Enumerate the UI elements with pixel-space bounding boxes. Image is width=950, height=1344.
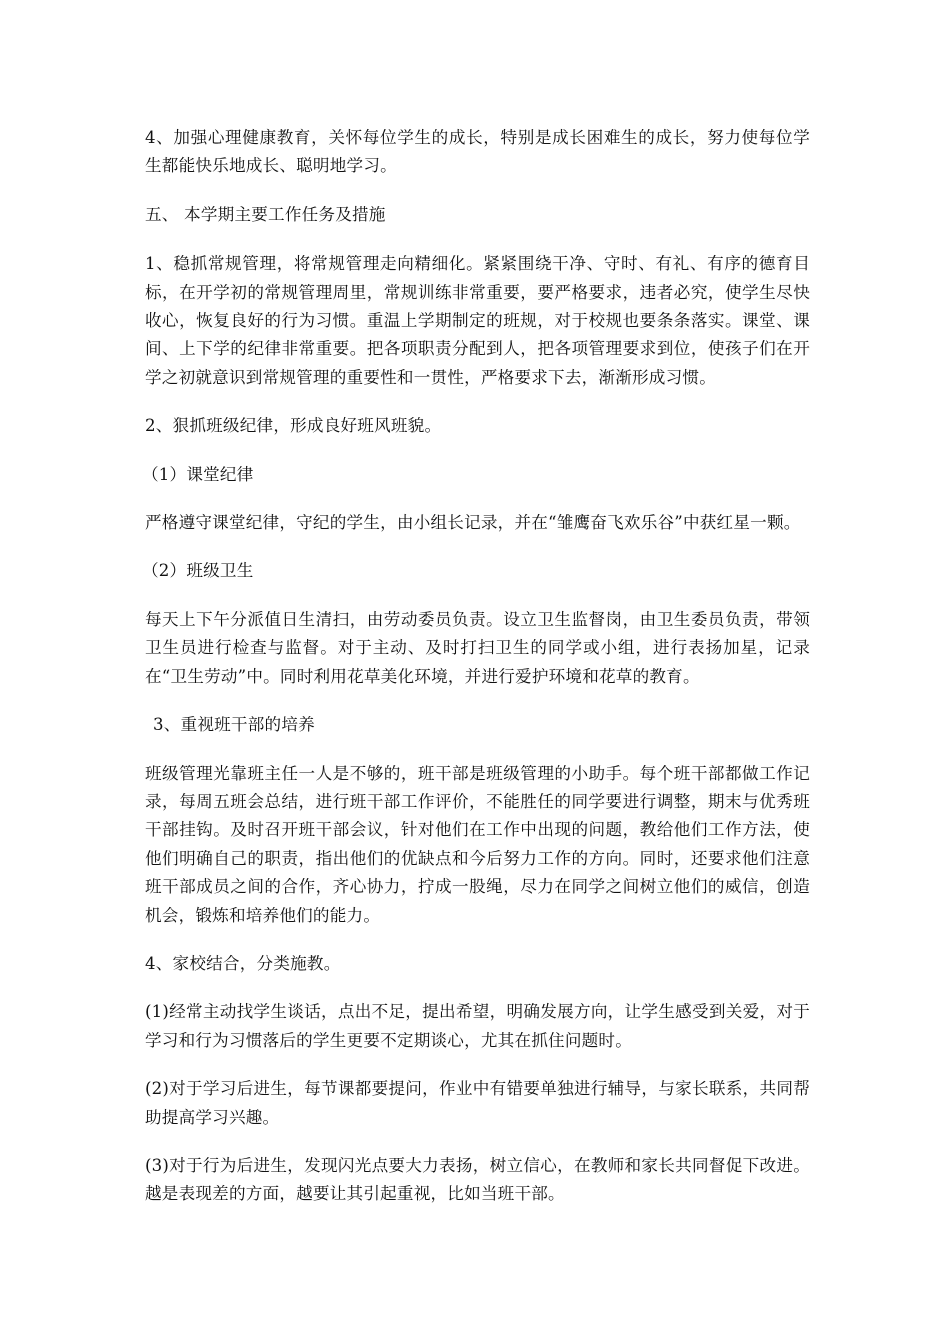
paragraph-class-discipline: 2、狠抓班级纪律，形成良好班风班貌。 bbox=[145, 416, 442, 436]
paragraph-routine-management: 1、稳抓常规管理，将常规管理走向精细化。紧紧围绕干净、守时、有礼、有序的德育目标，在开学初的常规管理周里，常规训练非常重要，要严格要求，违者必究，使学生尽快收心，恢复良好的行为习惯。重温上学期制定的班规，对于校规也要条条落实。课堂、课间、上下学的纪律非常重要。把各项职责分配到人，把各项管理要求到位，使孩子们在开学之初就意识到常规管理的重要性和一贯性，严格要求下去，渐渐形成习惯。 bbox=[145, 254, 810, 387]
subheading-class-hygiene: （2）班级卫生 bbox=[142, 561, 254, 581]
paragraph-class-cadres: 班级管理光靠班主任一人是不够的，班干部是班级管理的小助手。每个班干部都做工作记录，每周五班会总结，进行班干部工作评价，不能胜任的同学要进行调整，期末与优秀班干部挂钩。及时召开班干部会议，针对他们在工作中出现的问题，教给他们工作方法，使他们明确自己的职责，指出他们的优缺点和今后努力工作的方向。同时，还要求他们注意班干部成员之间的合作，齐心协力，拧成一股绳，尽力在同学之间树立他们的威信，创造机会，锻炼和培养他们的能力。 bbox=[145, 763, 810, 925]
paragraph-learning-laggards: (2)对于学习后进生，每节课都要提问，作业中有错要单独进行辅导，与家长联系，共同帮助提高学习兴趣。 bbox=[145, 1079, 810, 1127]
document-page bbox=[142, 124, 810, 1229]
paragraph-talk-students: (1)经常主动找学生谈话，点出不足，提出希望，明确发展方向，让学生感受到关爱，对于学习和行为习惯落后的学生更要不定期谈心，尤其在抓住问题时。 bbox=[145, 1002, 810, 1050]
subheading-class-cadres: 3、重视班干部的培养 bbox=[153, 715, 315, 735]
paragraph-class-hygiene: 每天上下午分派值日生清扫，由劳动委员负责。设立卫生监督岗，由卫生委员负责，带领卫生员进行检查与监督。对于主动、及时打扫卫生的同学或小组，进行表扬加星，记录在“卫生劳动”中。同时利用花草美化环境，并进行爱护环境和花草的教育。 bbox=[145, 609, 810, 686]
paragraph-behavior-laggards: (3)对于行为后进生，发现闪光点要大力表扬，树立信心，在教师和家长共同督促下改进。越是表现差的方面，越要让其引起重视，比如当班干部。 bbox=[145, 1155, 810, 1204]
section-heading-tasks: 五、 本学期主要工作任务及措施 bbox=[145, 204, 386, 224]
paragraph-classroom-discipline: 严格遵守课堂纪律，守纪的学生，由小组长记录，并在“雏鹰奋飞欢乐谷”中获红星一颗。 bbox=[145, 513, 801, 533]
paragraph-home-school: 4、家校结合，分类施教。 bbox=[145, 953, 341, 973]
paragraph-psychological-health: 4、加强心理健康教育，关怀每位学生的成长，特别是成长困难生的成长，努力使每位学生都能快乐地成长、聪明地学习。 bbox=[145, 128, 810, 176]
subheading-classroom-discipline: （1）课堂纪律 bbox=[142, 464, 254, 484]
